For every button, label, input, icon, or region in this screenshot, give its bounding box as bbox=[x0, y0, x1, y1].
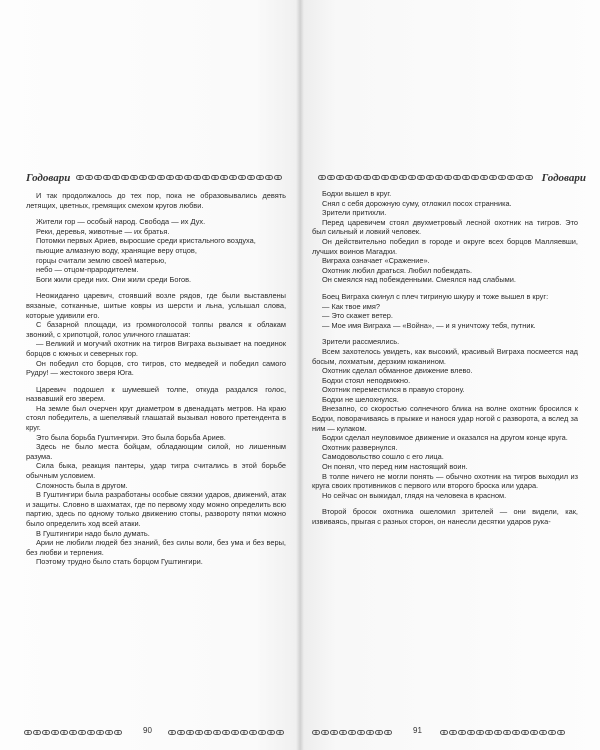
paragraph: Внезапно, со скоростью солнечного блика на волне охотник бросился к Бодхи, поворачиваясь в прыжке и нанося удар ногой с разворота, а вслед за ним — кулаком. bbox=[312, 404, 578, 433]
ornament-link bbox=[525, 175, 533, 180]
ornament-link bbox=[375, 730, 383, 735]
paragraph: В Гуштингири была разработаны особые связки ударов, движений, атак и защиты. Словно в шахматах, где по первому ходу можно определить всю партию, здесь по одному только движению стопы, развороту пятки можно было определить ход всей атаки. bbox=[26, 490, 286, 528]
ornament-link bbox=[321, 730, 329, 735]
ornament-link bbox=[381, 175, 389, 180]
ornament-link bbox=[399, 175, 407, 180]
page-text bbox=[312, 189, 578, 527]
paragraph: Зрители притихли. bbox=[322, 208, 387, 218]
page-text bbox=[26, 191, 286, 567]
ornament-link bbox=[557, 730, 565, 735]
paragraph: Неожиданно царевич, стоявший возле рядов, где были выставлены вязаные, сотканные, шитые ковры из шерсти и льна, услышал слова, которые удивили его. bbox=[26, 291, 286, 320]
ornament-link bbox=[166, 175, 174, 180]
ornament-link bbox=[85, 175, 93, 180]
paragraph: В Гуштингири надо было думать. bbox=[36, 528, 150, 538]
paragraph: Сложность была в другом. bbox=[36, 480, 128, 490]
ornament-link bbox=[42, 730, 50, 735]
ornament-link bbox=[390, 175, 398, 180]
paragraph: На земле был очерчен круг диаметром в двенадцать метров. На краю стоял победитель, а шепелявый глашатай вызывал нового претендента в круг. bbox=[26, 403, 286, 433]
paragraph-gap bbox=[26, 378, 286, 385]
ornament-link bbox=[512, 730, 520, 735]
paragraph: Перед царевичем стоял двухметровый лесной охотник на тигров. Это был сильный и ловкий человек. bbox=[312, 217, 578, 237]
ornament-link bbox=[476, 730, 484, 735]
ornament-link bbox=[51, 730, 59, 735]
paragraph-gap bbox=[26, 284, 286, 291]
ornament-link bbox=[238, 175, 246, 180]
ornament-link bbox=[345, 175, 353, 180]
ornament-link bbox=[60, 730, 68, 735]
paragraph: Всем захотелось увидеть, как высокий, красивый Виграха посмеется над босым, лохматым, дерзким южанином. bbox=[312, 346, 578, 366]
ornament-link bbox=[195, 730, 203, 735]
ornament-link bbox=[186, 730, 194, 735]
verse-line: Жители гор — особый народ. Свобода — их Дух. bbox=[36, 217, 206, 227]
ornament-link bbox=[417, 175, 425, 180]
ornament-link bbox=[229, 175, 237, 180]
ornament-link bbox=[258, 730, 266, 735]
paragraph: — Великий и могучий охотник на тигров Виграха вызывает на поединок борцов с южных и северных гор. bbox=[26, 339, 286, 358]
ornament-link bbox=[168, 730, 176, 735]
paragraph: Бодхи стоял неподвижно. bbox=[322, 375, 411, 385]
paragraph: Снял с себя дорожную суму, отложил посох странника. bbox=[322, 198, 512, 208]
paragraph: Виграха означает «Сражение». bbox=[322, 256, 430, 266]
paragraph: Зрители рассмеялись. bbox=[322, 337, 400, 347]
ornament-link bbox=[247, 175, 255, 180]
paragraph-gap bbox=[312, 330, 578, 337]
paragraph: Боец Виграха скинул с плеч тигриную шкуру и тоже вышел в круг: bbox=[322, 291, 549, 301]
ornament-link bbox=[453, 175, 461, 180]
verse-line: Потомки первых Ариев, выросшие среди кристального воздуха, bbox=[36, 236, 256, 246]
paragraph: Он победил сто борцов, сто тигров, сто медведей и победил самого Рудру! — жестокого зверя Юга. bbox=[26, 358, 286, 378]
ornament-link bbox=[408, 175, 416, 180]
ornament-link bbox=[76, 175, 84, 180]
paragraph-gap bbox=[312, 500, 578, 507]
footer-ornament bbox=[24, 728, 128, 737]
verse-line: Реки, деревья, животные — их братья. bbox=[36, 226, 170, 236]
ornament-link bbox=[363, 175, 371, 180]
ornament-link bbox=[78, 730, 86, 735]
ornament-link bbox=[24, 730, 32, 735]
ornament-link bbox=[114, 730, 122, 735]
ornament-link bbox=[318, 175, 326, 180]
ornament-link bbox=[494, 730, 502, 735]
ornament-link bbox=[276, 730, 284, 735]
ornament-link bbox=[357, 730, 365, 735]
ornament-link bbox=[220, 175, 228, 180]
ornament-link bbox=[339, 730, 347, 735]
paragraph: Охотник сделал обманное движение влево. bbox=[322, 366, 473, 376]
running-head: Годовари bbox=[26, 172, 71, 184]
ornament-link bbox=[139, 175, 147, 180]
ornament-link bbox=[330, 730, 338, 735]
ornament-link bbox=[213, 730, 221, 735]
ornament-link bbox=[521, 730, 529, 735]
ornament-link bbox=[96, 730, 104, 735]
ornament-link bbox=[503, 730, 511, 735]
paragraph: Сила быка, реакция пантеры, удар тигра считались в этой борьбе обычным условием. bbox=[26, 461, 286, 481]
verse-line: горцы считали землю своей матерью, bbox=[36, 255, 167, 265]
ornament-link bbox=[548, 730, 556, 735]
ornament-link bbox=[94, 175, 102, 180]
ornament-link bbox=[231, 730, 239, 735]
ornament-link bbox=[222, 730, 230, 735]
ornament-link bbox=[372, 175, 380, 180]
header-ornament bbox=[318, 173, 534, 182]
ornament-link bbox=[480, 175, 488, 180]
ornament-link bbox=[105, 730, 113, 735]
ornament-link bbox=[240, 730, 248, 735]
paragraph: Бодхи сделал неуловимое движение и оказался на другом конце круга. bbox=[322, 433, 568, 443]
ornament-link bbox=[336, 175, 344, 180]
ornament-link bbox=[485, 730, 493, 735]
footer-ornament bbox=[440, 728, 574, 737]
page-number: 91 bbox=[413, 726, 422, 735]
paragraph: Самодовольство сошло с его лица. bbox=[322, 452, 444, 462]
paragraph: — Как твое имя? bbox=[322, 301, 380, 311]
ornament-link bbox=[130, 175, 138, 180]
paragraph: — Это скажет ветер. bbox=[322, 311, 393, 321]
ornament-link bbox=[33, 730, 41, 735]
ornament-link bbox=[121, 175, 129, 180]
footer-ornament bbox=[168, 728, 286, 737]
ornament-link bbox=[274, 175, 282, 180]
paragraph: Но сейчас он выжидал, глядя на человека в красном. bbox=[322, 490, 507, 500]
ornament-link bbox=[249, 730, 257, 735]
verse-line: небо — отцом-прародителем. bbox=[36, 265, 139, 275]
ornament-link bbox=[204, 730, 212, 735]
ornament-link bbox=[148, 175, 156, 180]
ornament-link bbox=[530, 730, 538, 735]
ornament-link bbox=[444, 175, 452, 180]
paragraph: В толпе ничего не могли понять — обычно охотник на тигров выходил из круга своих противников с первого или второго броска или удара. bbox=[312, 471, 578, 491]
ornament-link bbox=[462, 175, 470, 180]
page-number: 90 bbox=[143, 726, 152, 735]
paragraph: Царевич подошел к шумевшей толпе, откуда раздался голос, назвавший его зверем. bbox=[26, 384, 286, 404]
ornament-link bbox=[112, 175, 120, 180]
ornament-link bbox=[489, 175, 497, 180]
paragraph: Он смеялся над побежденными. Смеялся над слабыми. bbox=[322, 275, 516, 285]
ornament-link bbox=[87, 730, 95, 735]
right-page bbox=[300, 0, 600, 750]
paragraph: Охотник развернулся. bbox=[322, 442, 398, 452]
ornament-link bbox=[539, 730, 547, 735]
paragraph: Поэтому трудно было стать борцом Гуштингири. bbox=[36, 557, 203, 567]
paragraph: Здесь не было места бойцам, обладающим силой, но лишенным разума. bbox=[26, 442, 286, 461]
running-head: Годовари bbox=[541, 172, 586, 184]
book-gutter bbox=[296, 0, 304, 750]
ornament-link bbox=[312, 730, 320, 735]
ornament-link bbox=[498, 175, 506, 180]
ornament-link bbox=[458, 730, 466, 735]
ornament-link bbox=[211, 175, 219, 180]
ornament-link bbox=[507, 175, 515, 180]
header-ornament bbox=[76, 173, 288, 182]
ornament-link bbox=[467, 730, 475, 735]
paragraph: Он понял, что перед ним настоящий воин. bbox=[322, 462, 468, 472]
paragraph: Бодхи вышел в круг. bbox=[322, 189, 392, 198]
verse-line: Боги жили среди них. Они жили среди Богов. bbox=[36, 274, 192, 284]
ornament-link bbox=[440, 730, 448, 735]
ornament-link bbox=[426, 175, 434, 180]
verse-line: пьющие алмазную воду, хранящие веру отцов, bbox=[36, 245, 197, 255]
ornament-link bbox=[184, 175, 192, 180]
paragraph: Охотник любил драться. Любил побеждать. bbox=[322, 265, 473, 275]
ornament-link bbox=[348, 730, 356, 735]
ornament-link bbox=[265, 175, 273, 180]
ornament-link bbox=[449, 730, 457, 735]
ornament-link bbox=[516, 175, 524, 180]
paragraph: Арии не любили людей без знаний, без силы воли, без ума и без веры, без любви и терпения. bbox=[26, 538, 286, 557]
ornament-link bbox=[435, 175, 443, 180]
ornament-link bbox=[354, 175, 362, 180]
footer-ornament bbox=[312, 728, 400, 737]
ornament-link bbox=[366, 730, 374, 735]
ornament-link bbox=[267, 730, 275, 735]
paragraph: Охотник переместился в правую сторону. bbox=[322, 385, 465, 395]
ornament-link bbox=[327, 175, 335, 180]
paragraph: И так продолжалось до тех пор, пока не образовывались девять летящих, цветных, гремящих смехом кругов любви. bbox=[26, 191, 286, 210]
ornament-link bbox=[193, 175, 201, 180]
ornament-link bbox=[471, 175, 479, 180]
paragraph: Бодхи не шелохнулся. bbox=[322, 394, 399, 404]
ornament-link bbox=[177, 730, 185, 735]
ornament-link bbox=[202, 175, 210, 180]
ornament-link bbox=[384, 730, 392, 735]
paragraph: Он действительно победил в городе и округе всех борцов Малляевши, лучших воинов Магадхи. bbox=[312, 236, 578, 256]
ornament-link bbox=[175, 175, 183, 180]
ornament-link bbox=[103, 175, 111, 180]
paragraph: Второй бросок охотника ошеломил зрителей — они видели, как, извиваясь, прыгая с разных сторон, он нанесли десятки ударов рука- bbox=[312, 507, 578, 526]
ornament-link bbox=[69, 730, 77, 735]
paragraph-gap bbox=[26, 210, 286, 217]
paragraph: С базарной площади, из громкоголосой толпы рвался к облакам звонкий, с хрипотцой, голос уличного глашатая: bbox=[26, 320, 286, 339]
paragraph: — Мое имя Виграха — «Война», — и я уничтожу тебя, путник. bbox=[322, 320, 536, 330]
ornament-link bbox=[157, 175, 165, 180]
ornament-link bbox=[256, 175, 264, 180]
paragraph: Это была борьба Гуштингири. Это была борьба Ариев. bbox=[36, 432, 226, 442]
paragraph-gap bbox=[312, 285, 578, 292]
